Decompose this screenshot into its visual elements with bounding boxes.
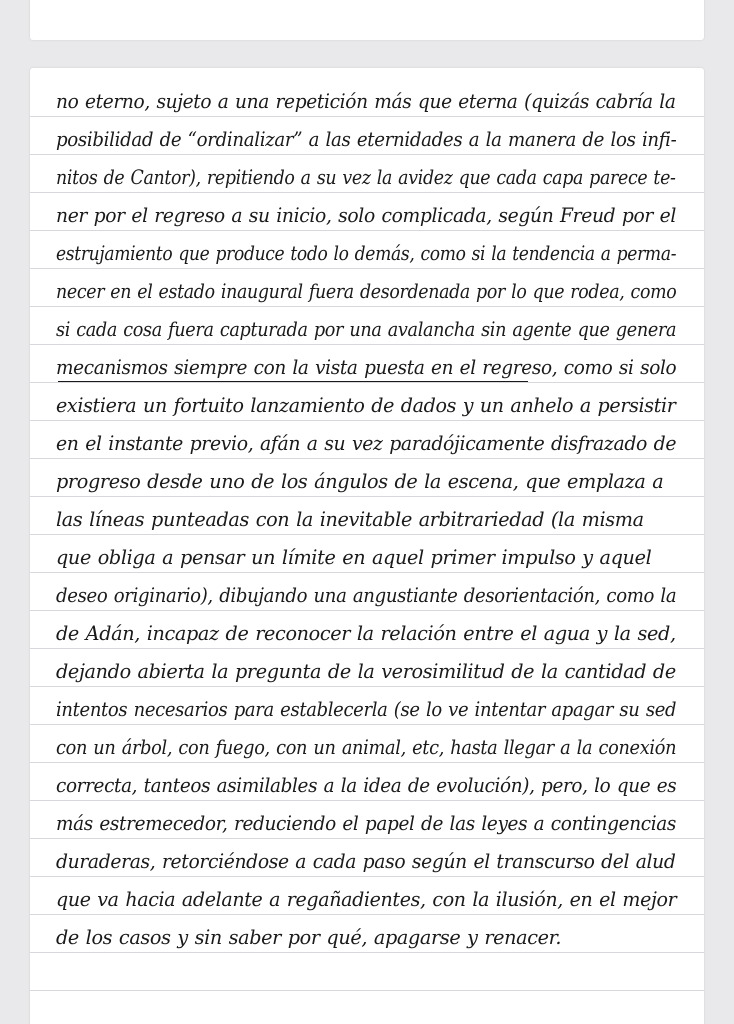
ruled-line — [30, 420, 704, 421]
ruled-line — [30, 914, 704, 915]
handwritten-line: existiera un fortuito lanzamiento de dados y un anhelo a persistir — [56, 394, 676, 417]
handwritten-line: que obliga a pensar un límite en aquel primer impulso y aquel — [56, 546, 652, 569]
ruled-line — [30, 230, 704, 231]
handwritten-line: las líneas punteadas con la inevitable arbitrariedad (la misma — [56, 508, 644, 531]
ruled-line — [30, 496, 704, 497]
handwritten-line: progreso desde uno de los ángulos de la escena, que emplaza a — [56, 470, 664, 493]
previous-page — [30, 0, 704, 40]
handwritten-line: que va hacia adelante a regañadientes, con la ilusión, en el mejor — [56, 888, 677, 911]
ruled-line — [30, 876, 704, 877]
ruled-line — [30, 762, 704, 763]
ruled-line — [30, 344, 704, 345]
handwritten-line: mecanismos siempre con la vista puesta en el regreso, como si solo — [56, 356, 677, 379]
ruled-line — [30, 610, 704, 611]
handwritten-line: intentos necesarios para establecerla (se lo ve intentar apagar su sed — [56, 698, 677, 721]
ruled-line — [30, 648, 704, 649]
handwritten-line: correcta, tanteos asimilables a la idea de evolución), pero, lo que es — [56, 774, 677, 797]
ruled-line — [30, 952, 704, 953]
ruled-line — [30, 192, 704, 193]
handwritten-line: duraderas, retorciéndose a cada paso según el transcurso del alud — [56, 850, 676, 873]
handwritten-line: estrujamiento que produce todo lo demás, como si la tendencia a perma- — [56, 242, 677, 265]
ruled-line — [30, 990, 704, 991]
handwritten-line: con un árbol, con fuego, con un animal, etc, hasta llegar a la conexión — [56, 736, 677, 759]
ruled-line — [30, 572, 704, 573]
ruled-line — [30, 800, 704, 801]
handwritten-line: ner por el regreso a su inicio, solo complicada, según Freud por el — [56, 204, 676, 227]
handwritten-line: en el instante previo, afán a su vez paradójicamente disfrazado de — [56, 432, 677, 455]
ruled-line — [30, 382, 704, 383]
ruled-line — [30, 458, 704, 459]
handwritten-line: deseo originario), dibujando una angustiante desorientación, como la — [56, 584, 677, 607]
handwritten-line: nitos de Cantor), repitiendo a su vez la avidez que cada capa parece te- — [56, 166, 676, 189]
ruled-line — [30, 534, 704, 535]
notebook-page — [30, 68, 704, 1024]
handwritten-line: de los casos y sin saber por qué, apagarse y renacer. — [56, 926, 562, 949]
ruled-line — [30, 306, 704, 307]
handwritten-line: de Adán, incapaz de reconocer la relación entre el agua y la sed, — [56, 622, 676, 645]
ruled-line — [30, 268, 704, 269]
ruled-line — [30, 116, 704, 117]
handwritten-line: no eterno, sujeto a una repetición más que eterna (quizás cabría la — [56, 90, 676, 113]
handwritten-line: más estremecedor, reduciendo el papel de las leyes a contingencias — [56, 812, 677, 835]
handwritten-underline — [58, 381, 528, 382]
handwritten-line: posibilidad de “ordinalizar” a las eternidades a la manera de los infi- — [56, 128, 677, 151]
ruled-line — [30, 724, 704, 725]
ruled-line — [30, 154, 704, 155]
handwritten-line: dejando abierta la pregunta de la verosimilitud de la cantidad de — [56, 660, 676, 683]
ruled-line — [30, 686, 704, 687]
ruled-line — [30, 838, 704, 839]
handwritten-line: si cada cosa fuera capturada por una avalancha sin agente que genera — [56, 318, 677, 341]
handwritten-line: necer en el estado inaugural fuera desordenada por lo que rodea, como — [56, 280, 677, 303]
